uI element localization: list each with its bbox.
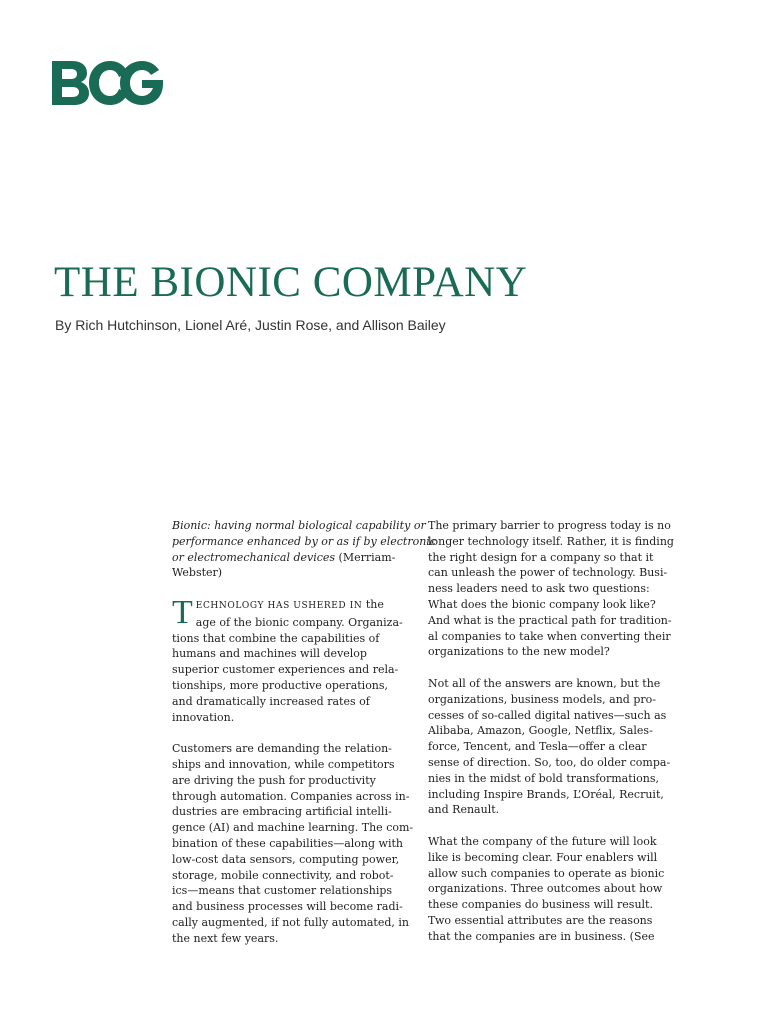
body-line: organizations, business models, and pro- [428,692,656,706]
body-line: Not all of the answers are known, but the [428,676,661,690]
body-line: al companies to take when converting their [428,629,671,643]
definition-source: (Merriam- [335,550,396,564]
intro-paragraph [172,593,412,725]
drop-cap: T [172,593,193,631]
right-column [428,518,673,960]
body-line: What the company of the future will look [428,834,657,848]
body-line: force, Tencent, and Tesla—offer a clear [428,740,647,754]
body-line: And what is the practical path for tradition- [428,613,672,627]
body-line: like is becoming clear. Four enablers will [428,850,658,864]
intro-line: innovation. [172,710,235,724]
page-title: THE BIONIC COMPANY [54,259,528,306]
body-paragraph [428,518,673,660]
body-line: the next few years. [172,931,279,945]
body-line: nies in the midst of bold transformations, [428,771,660,785]
definition-line: Bionic: having normal biological capability or [172,519,426,532]
body-line: and Renault. [428,803,500,817]
body-line: Customers are demanding the relation- [172,742,392,756]
body-line: gence (AI) and machine learning. The com- [172,821,414,835]
intro-smallcaps: ECHNOLOGY HAS USHERED IN [195,600,363,611]
body-line: allow such companies to operate as bionic [428,866,665,880]
body-line: and business processes will become radi- [172,900,403,914]
body-line: longer technology itself. Rather, it is finding [428,534,674,548]
body-line: through automation. Companies across in- [172,789,410,803]
left-column [172,518,436,962]
intro-line: age of the bionic company. Organiza- [195,615,403,629]
intro-line: tions that combine the capabilities of [172,631,380,645]
body-paragraph [428,676,673,818]
body-line: can unleash the power of technology. Busi- [428,566,668,580]
body-paragraph [428,834,673,945]
body-line: the right design for a company so that it [428,550,654,564]
body-line: What does the bionic company look like? [428,597,656,611]
definition-line: performance enhanced by or as if by electronic [172,534,436,548]
body-line: including Inspire Brands, L’Oréal, Recruit, [428,787,664,801]
authors-byline: By Rich Hutchinson, Lionel Aré, Justin Rose, and Allison Bailey [55,317,446,333]
bcg-logo [50,58,165,108]
intro-line: and dramatically increased rates of [172,694,370,708]
body-line: organizations. Three outcomes about how [428,882,663,896]
body-line: Two essential attributes are the reasons [428,913,653,927]
intro-line: tionships, more productive operations, [172,678,389,692]
body-line: cesses of so-called digital natives—such as [428,708,667,722]
body-line: dustries are embracing artificial intelli- [172,805,392,819]
intro-first-rest: the [362,597,384,611]
body-line: ships and innovation, while competitors [172,757,395,771]
body-line: ness leaders need to ask two questions: [428,582,650,596]
intro-line: humans and machines will develop [172,647,367,661]
intro-line: superior customer experiences and rela- [172,663,399,677]
body-line: are driving the push for productivity [172,773,376,787]
body-line: The primary barrier to progress today is no [428,519,671,532]
body-line: cally augmented, if not fully automated, in [172,915,409,929]
body-paragraph [172,741,412,946]
body-line: sense of direction. So, too, do older compa- [428,755,671,769]
body-line: storage, mobile connectivity, and robot- [172,868,394,882]
body-line: these companies do business will result. [428,898,653,912]
body-line: that the companies are in business. (See [428,929,655,943]
definition-source-end: Webster) [172,566,223,580]
body-line: ics—means that customer relationships [172,884,393,898]
definition-paragraph [172,518,436,581]
body-line: organizations to the new model? [428,645,610,659]
body-line: Alibaba, Amazon, Google, Netflix, Sales- [428,724,653,738]
body-line: low-cost data sensors, computing power, [172,852,400,866]
body-line: bination of these capabilities—along with [172,836,403,850]
definition-line: or electromechanical devices [172,550,336,564]
